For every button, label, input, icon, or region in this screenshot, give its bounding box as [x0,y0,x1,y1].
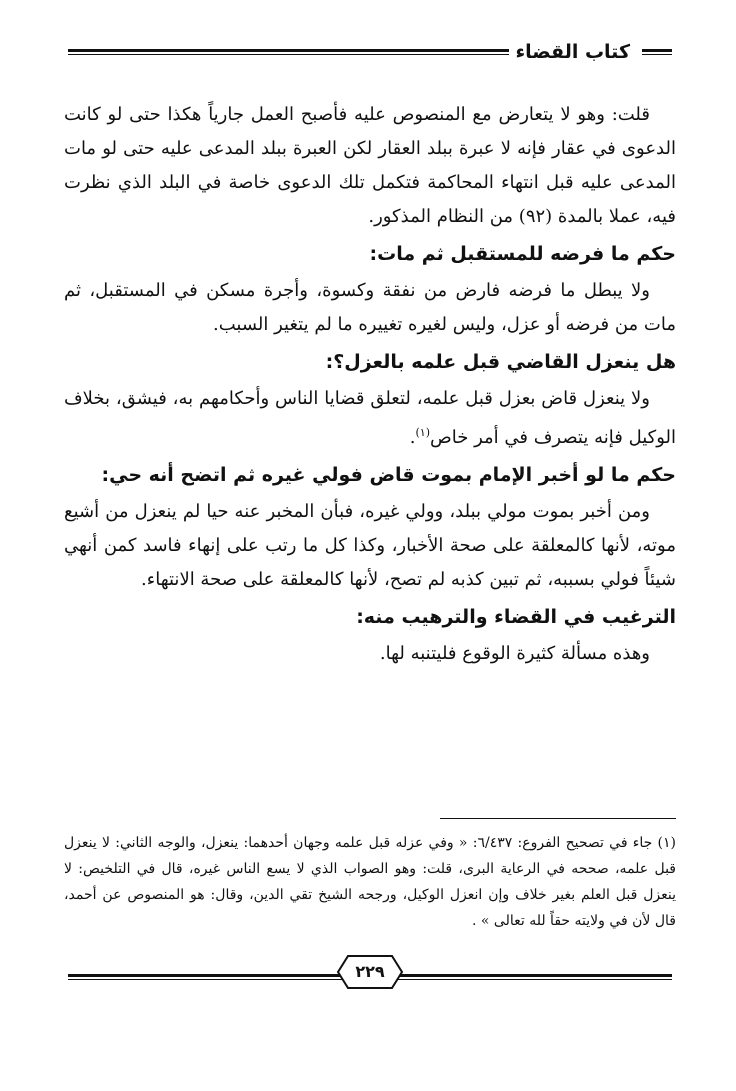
paragraph-3-text: ولا ينعزل قاض بعزل قبل علمه، لتعلق قضايا الناس وأحكامهم به، فيشق، بخلاف الوكيل فإنه يتصرف في أمر خاص [64,388,676,448]
section-heading-1: حكم ما فرضه للمستقبل ثم مات: [369,243,676,265]
paragraph-5: وهذه مسألة كثيرة الوقوع فليتنبه لها. [379,643,650,664]
section-heading-2: هل ينعزل القاضي قبل علمه بالعزل؟: [325,351,676,373]
running-head-title: كتاب القضاء [509,40,636,64]
paragraph-3 [64,382,676,455]
section-heading-4: الترغيب في القضاء والترهيب منه: [356,606,676,628]
footnote-1: (١) جاء في تصحيح الفروع: ٦/٤٣٧: « وفي عزله قبل علمه وجهان أحدهما: ينعزل، والوجه الثاني: لا ينعزل قبل علمه، صححه في الرعاية البرى، قلت: وهو الصواب الذي لا يسع الناس غيره، قال في التلخيص: لا ينعزل قبل العلم بغير خلاف وإن انعزل الوكيل، ورجحه الشيخ تقي الدين، وقال: هو المنصوص عن أحمد، قال لأن في ولايته حقاً لله تعالى » . [64,835,676,929]
header-rule [68,49,522,55]
paragraph-1: قلت: وهو لا يتعارض مع المنصوص عليه فأصبح العمل جارياً هكذا حتى لو كانت الدعوى في عقار فإنه لا عبرة ببلد العقار لكن العبرة ببلد المدعى عليه حتى لو مات المدعى عليه قبل انتهاء المحاكمة فتكمل تلك الدعوى خاصة في البلد الذي نظرت فيه، عملا بالمدة (٩٢) من النظام المذكور. [64,104,676,227]
footnotes [64,830,676,934]
footnote-reference[interactable]: (١) [415,426,431,439]
main-text [64,98,676,671]
page-footer [68,940,672,1000]
paragraph-2: ولا يبطل ما فرضه فارض من نفقة وكسوة، وأجرة مسكن في المستقبل، ثم مات من فرضه أو عزل، وليس لغيره تغييره ما لم يتغير السبب. [64,280,676,335]
footnote-separator [440,818,676,819]
paragraph-3-end: . [409,427,416,448]
page-number: ٢٢٩ [355,962,385,981]
paragraph-4: ومن أخبر بموت مولي ببلد، وولي غيره، فبأن المخبر عنه حيا لم ينعزل من أشيع موته، لأنها كالمعلقة على صحة الأخبار، وكذا كل ما رتب على إنهاء فاسد كمن أنهي شيئاً فولي بسببه، ثم تبين كذبه لم تصح، لأنها كالمعلقة على صحة الانتهاء. [64,501,676,590]
page-header [68,40,672,66]
section-heading-3: حكم ما لو أخبر الإمام بموت قاض فولي غيره ثم اتضح أنه حي: [101,464,676,486]
header-rule-short [642,49,672,55]
page-number-badge [336,954,404,990]
